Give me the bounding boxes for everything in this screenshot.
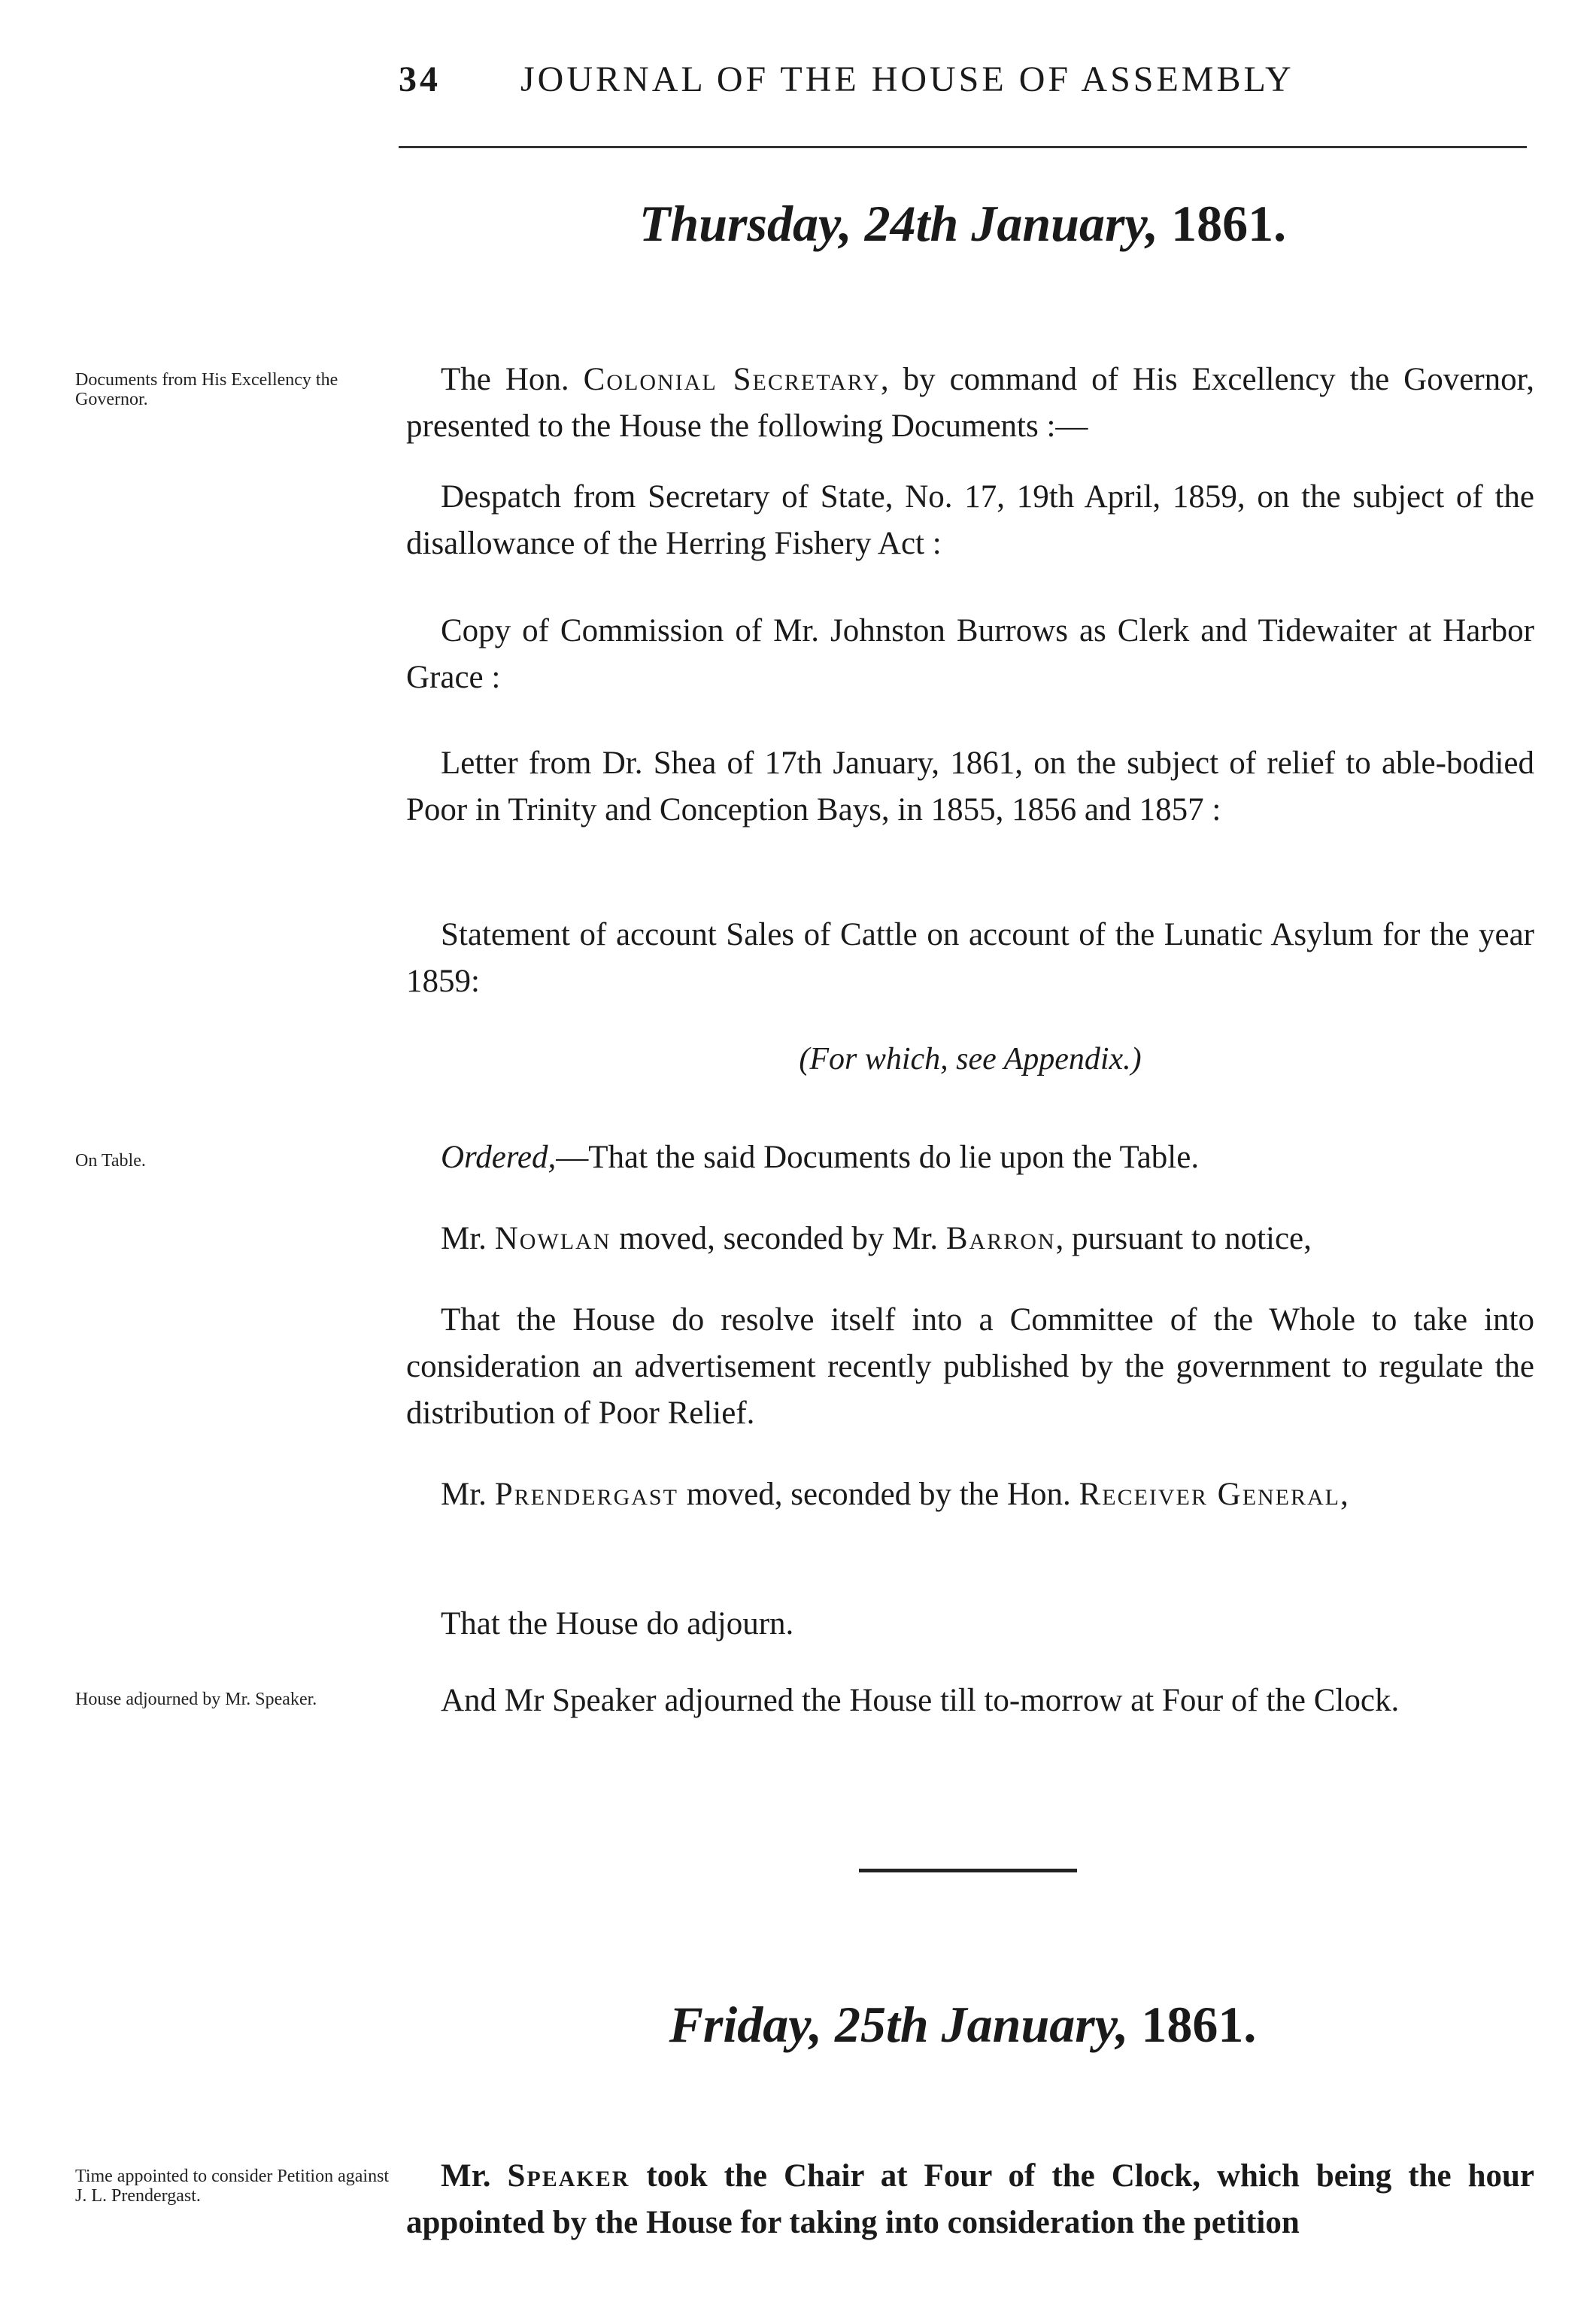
running-head — [399, 59, 1527, 100]
paragraph-ordered — [406, 1134, 1534, 1181]
paragraph-letter: Letter from Dr. Shea of 17th January, 1861, on the subject of relief to able-bodied Poor in Trinity and Conception Bays, in 1855, 1856 and 1857 : — [406, 746, 1534, 828]
day-heading-thursday — [399, 194, 1527, 254]
paragraph-adjournment: And Mr Speaker adjourned the House till to-morrow at Four of the Clock. — [441, 1683, 1400, 1718]
day-heading-year: 1861. — [1141, 1996, 1257, 2053]
day-heading-friday — [399, 1995, 1527, 2054]
paragraph-documents-presented — [406, 357, 1534, 450]
margin-note-documents: Documents from His Excellency the Governor. — [75, 370, 338, 409]
section-divider — [859, 1869, 1077, 1872]
paragraph-statement: Statement of account Sales of Cattle on account of the Lunatic Asylum for the year 1859: — [406, 917, 1534, 999]
margin-note-time-appointed: Time appointed to consider Petition against J. L. Prendergast. — [75, 2167, 390, 2206]
text-part: moved, seconded by the Hon. — [678, 1477, 1079, 1512]
paragraph-commission: Copy of Commission of Mr. Johnston Burrows as Clerk and Tidewaiter at Harbor Grace : — [406, 613, 1534, 695]
colonial-secretary-title: Colonial Secretary — [583, 362, 881, 397]
text-part: took the Chair at Four of the Clock, which being the hour appointed by the House for taking into consideration the petition — [406, 2158, 1534, 2240]
text-rest: —That the said Documents do lie upon the Table. — [556, 1140, 1200, 1175]
paragraph-committee-resolution: That the House do resolve itself into a Committee of the Whole to take into consideration an advertisement recently published by the government to regulate the distribution of Poor Relief. — [406, 1302, 1534, 1431]
paragraph-prendergast-motion — [406, 1471, 1534, 1518]
text-part: Mr. — [441, 2158, 508, 2194]
day-heading-year: 1861. — [1171, 195, 1287, 252]
member-barron: Barron — [945, 1221, 1056, 1256]
paragraph-adjourn-motion: That the House do adjourn. — [441, 1606, 794, 1641]
text-part: , — [1340, 1477, 1349, 1512]
speaker-title: Speaker — [507, 2158, 630, 2194]
paragraph-speaker-chair — [406, 2153, 1534, 2246]
member-nowlan: Nowlan — [494, 1221, 611, 1256]
text-part: , pursuant to notice, — [1055, 1221, 1312, 1256]
ordered-word: Ordered, — [441, 1140, 557, 1175]
margin-note-on-table: On Table. — [75, 1151, 146, 1171]
paragraph-despatch: Despatch from Secretary of State, No. 17, 19th April, 1859, on the subject of the disallowance of the Herring Fishery Act : — [406, 479, 1534, 561]
day-heading-text: Friday, 25th January, — [669, 1996, 1129, 2053]
running-title: JOURNAL OF THE HOUSE OF ASSEMBLY — [520, 59, 1294, 99]
appendix-note: (For which, see Appendix.) — [799, 1042, 1142, 1077]
text-rest: , by command of His Excellency the Governor, presented to the House the following Documents :— — [406, 362, 1534, 444]
text-part: Mr. — [441, 1221, 495, 1256]
paragraph-nowlan-motion — [406, 1216, 1534, 1262]
page-number: 34 — [399, 59, 441, 99]
margin-note-house-adjourned: House adjourned by Mr. Speaker. — [75, 1690, 317, 1709]
text-lead: The Hon. — [441, 362, 584, 397]
member-prendergast: Prendergast — [494, 1477, 678, 1512]
text-part: Mr. — [441, 1477, 495, 1512]
header-rule — [399, 146, 1527, 148]
receiver-general-title: Receiver General — [1079, 1477, 1341, 1512]
text-part: moved, seconded by Mr. — [611, 1221, 946, 1256]
day-heading-text: Thursday, 24th January, — [639, 195, 1159, 252]
